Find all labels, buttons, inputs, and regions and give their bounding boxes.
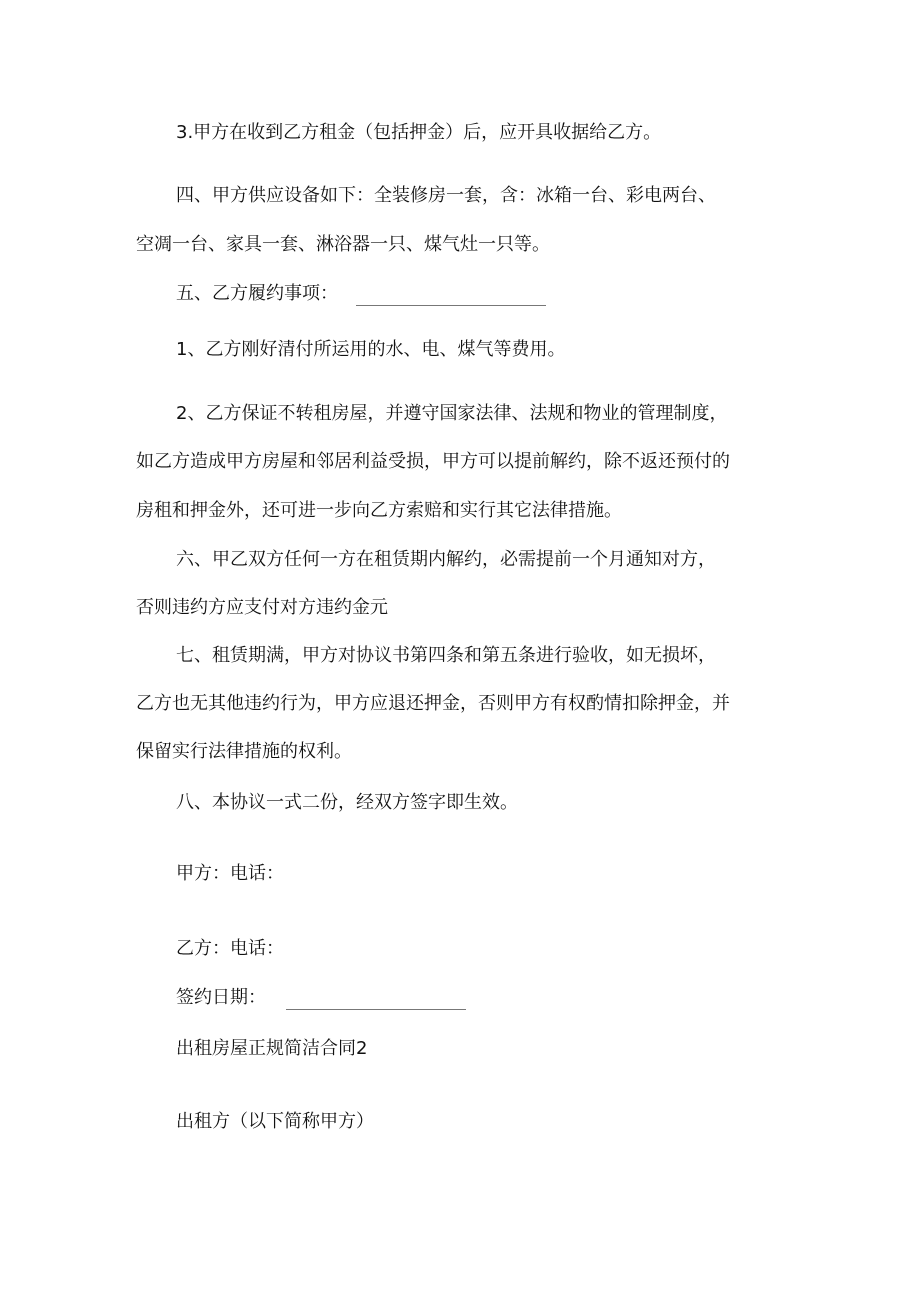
clause-4-line-2: 空凋一台、家具一套、淋浴器一只、煤气灶一只等。	[136, 234, 550, 255]
party-b-signature-line: 乙方：电话：	[176, 938, 284, 959]
party-a-signature-line: 甲方：电话：	[176, 863, 284, 884]
clause-5-blank	[356, 287, 546, 306]
signing-date-line	[176, 986, 466, 1010]
clause-8-line: 八、本协议一式二份，经双方签字即生效。	[176, 792, 518, 813]
lessor-line: 出租方（以下简称甲方）	[176, 1111, 374, 1132]
clause-5-item-2-line-2: 如乙方造成甲方房屋和邻居利益受损，甲方可以提前解约，除不返还预付的	[136, 451, 730, 472]
clause-4-line-1: 四、甲方供应设备如下：全装修房一套，含：冰箱一台、彩电两台、	[176, 185, 716, 206]
clause-3-line: 3.甲方在收到乙方租金（包括押金）后，应开具收据给乙方。	[176, 122, 662, 143]
clause-6-line-2: 否则违约方应支付对方违约金元	[136, 597, 388, 618]
contract-2-title: 出租房屋正规简洁合同2	[176, 1038, 368, 1059]
clause-7-line-1: 七、租赁期满，甲方对协议书第四条和第五条进行验收，如无损坏，	[176, 645, 716, 666]
clause-5-item-1: 1、乙方刚好清付所运用的水、电、煤气等费用。	[176, 339, 566, 360]
clause-6-line-1: 六、甲乙双方任何一方在租赁期内解约，必需提前一个月通知对方，	[176, 549, 716, 570]
clause-5-line	[176, 282, 546, 306]
clause-7-line-3: 保留实行法律措施的权利。	[136, 741, 352, 762]
clause-7-line-2: 乙方也无其他违约行为，甲方应退还押金，否则甲方有权酌情扣除押金，并	[136, 693, 730, 714]
clause-5-item-2-line-1: 2、乙方保证不转租房屋，并遵守国家法律、法规和物业的管理制度，	[176, 403, 728, 424]
signing-date-label: 签约日期：	[176, 987, 266, 1008]
signing-date-blank	[286, 991, 466, 1010]
clause-5-item-2-line-3: 房租和押金外，还可进一步向乙方索赔和实行其它法律措施。	[136, 500, 622, 521]
clause-5-heading: 五、乙方履约事项：	[176, 283, 338, 304]
